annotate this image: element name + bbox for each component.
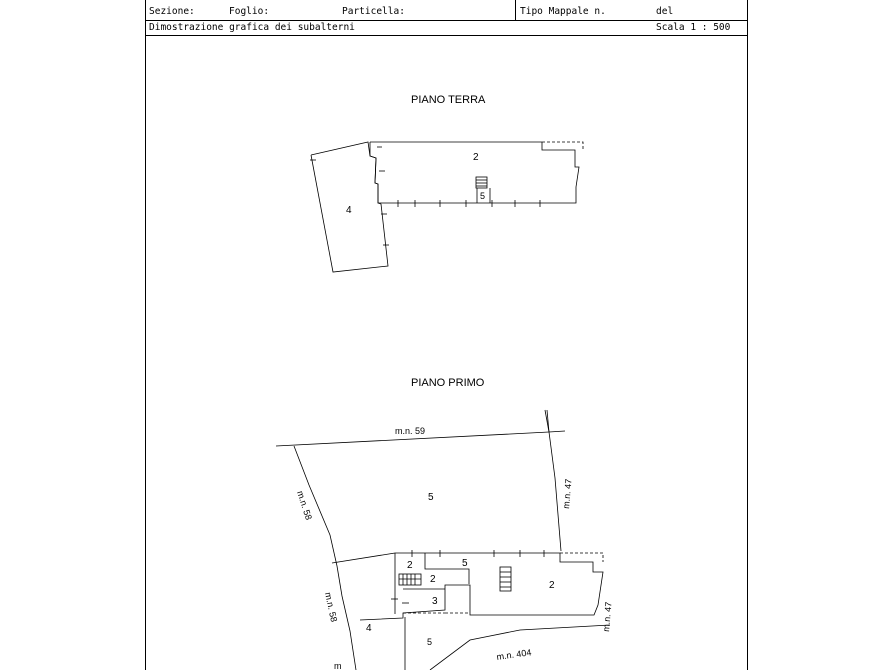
ground-floor-title: PIANO TERRA bbox=[411, 94, 486, 106]
del-label: del bbox=[656, 6, 674, 17]
first-floor-title: PIANO PRIMO bbox=[411, 377, 485, 389]
neighbor-mn-47-upper: m.n. 47 bbox=[561, 478, 574, 510]
neighbor-mn-59: m.n. 59 bbox=[395, 426, 426, 436]
first-unit-2-stairs: 2 bbox=[430, 574, 436, 585]
first-unit-3: 3 bbox=[432, 596, 438, 607]
first-unit-4: 4 bbox=[366, 623, 372, 634]
neighbor-mn-partial: m bbox=[334, 661, 342, 670]
neighbor-mn-47-lower: m.n. 47 bbox=[601, 601, 614, 633]
first-unit-5-lower: 5 bbox=[427, 637, 433, 647]
demo-title: Dimostrazione grafica dei subalterni bbox=[149, 22, 355, 33]
ground-unit-2: 2 bbox=[473, 152, 479, 163]
neighbor-mn-404: m.n. 404 bbox=[495, 647, 532, 662]
ground-unit-4: 4 bbox=[346, 205, 352, 216]
first-unit-2-small: 2 bbox=[407, 560, 413, 571]
sezione-label: Sezione: bbox=[149, 6, 195, 17]
first-floor-plan bbox=[276, 410, 610, 670]
foglio-label: Foglio: bbox=[229, 6, 270, 17]
first-unit-5-corridor: 5 bbox=[462, 558, 468, 569]
neighbor-mn-58-lower: m.n. 58 bbox=[323, 591, 340, 623]
scale-label: Scala 1 : 500 bbox=[656, 22, 731, 33]
ground-unit-5: 5 bbox=[480, 191, 486, 201]
tipo-mappale-label: Tipo Mappale n. bbox=[520, 6, 606, 17]
particella-label: Particella: bbox=[342, 6, 405, 17]
neighbor-mn-58-upper: m.n. 58 bbox=[295, 489, 314, 522]
first-unit-5-large: 5 bbox=[428, 492, 434, 503]
first-unit-2-right: 2 bbox=[549, 580, 555, 591]
